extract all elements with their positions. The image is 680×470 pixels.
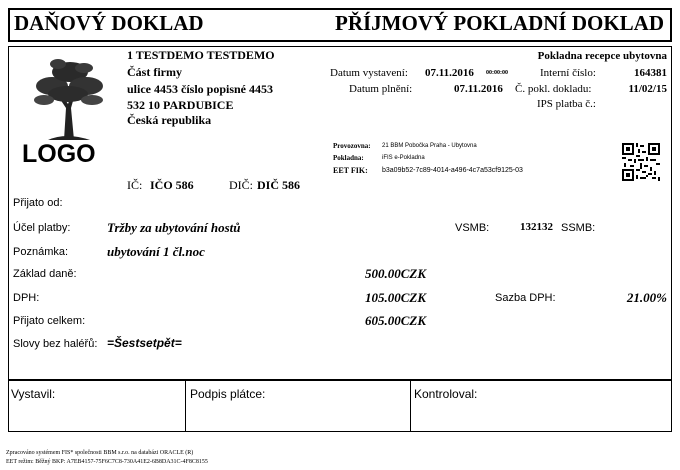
ips-payment-label: IPS platba č.: <box>537 98 596 110</box>
ico-value: IČO 586 <box>150 178 194 192</box>
note-label: Poznámka: <box>13 246 69 258</box>
note-value: ubytování 1 čl.noc <box>107 244 205 259</box>
logo-label: LOGO <box>22 140 96 168</box>
internal-number-label: Interní číslo: <box>540 67 596 79</box>
vsmb-label: VSMB: <box>455 222 490 234</box>
issued-date-label: Datum vystavení: <box>330 67 408 79</box>
tree-icon <box>28 56 108 142</box>
company-branch: Část firmy <box>127 65 182 79</box>
qr-code-icon <box>622 143 660 181</box>
tax-base-value: 500.00CZK <box>365 266 427 281</box>
premises-value: 21 BBM Pobočka Praha - Ubytovna <box>382 143 477 149</box>
vsmb-value: 132132 <box>520 221 553 233</box>
signature-divider <box>410 380 411 432</box>
fik-label: EET FIK: <box>333 166 368 175</box>
total-received-value: 605.00CZK <box>365 313 427 328</box>
amount-in-words-label: Slovy bez haléřů: <box>13 338 98 350</box>
payer-signature-label: Podpis plátce: <box>190 387 266 401</box>
premises-label: Provozovna: <box>333 142 371 150</box>
vat-value: 105.00CZK <box>365 290 427 305</box>
internal-number-value: 164381 <box>634 67 667 79</box>
issued-date-value: 07.11.2016 <box>425 67 474 79</box>
tax-base-label: Základ daně: <box>13 268 77 280</box>
document-header <box>8 8 672 42</box>
eet-register-label: Pokladna: <box>333 154 364 162</box>
tax-document-title: DAŇOVÝ DOKLAD <box>14 11 204 35</box>
vat-rate-label: Sazba DPH: <box>495 292 556 304</box>
company-name: 1 TESTDEMO TESTDEMO <box>127 48 275 62</box>
received-from-label: Přijato od: <box>13 197 63 209</box>
vat-rate-value: 21.00% <box>626 290 667 305</box>
total-received-label: Přijato celkem: <box>13 315 86 327</box>
vat-label: DPH: <box>13 292 40 304</box>
company-city: 532 10 PARDUBICE <box>127 98 234 112</box>
purpose-value: Tržby za ubytování hostů <box>107 220 241 235</box>
fulfilment-date-label: Datum plnění: <box>349 83 413 95</box>
footer-system-note: Zpracováno systémem FIS* společnosti BBM s.r.o. na databázi ORACLE (R) <box>6 450 194 456</box>
fik-value: b3a09b52-7c89-4014-a496-4c7a53cf9125-03 <box>382 167 523 174</box>
cash-doc-value: 11/02/15 <box>628 83 667 95</box>
footer-eet-note: EET režim: Běžný BKP: A7EB4157-75F6C7C8-730A41E2-6B8DA31C-4F8C8155 <box>6 459 208 465</box>
eet-register-value: iFIS e-Pokladna <box>382 155 425 161</box>
purpose-label: Účel platby: <box>13 222 71 234</box>
company-street: ulice 4453 číslo popisné 4453 <box>127 82 274 96</box>
register-name: Pokladna recepce ubytovna <box>537 50 667 62</box>
cash-doc-label: Č. pokl. dokladu: <box>515 83 592 95</box>
signature-divider <box>185 380 186 432</box>
dic-value: DIČ 586 <box>257 178 301 192</box>
company-country: Česká republika <box>127 113 212 127</box>
dic-label: DIČ: <box>229 178 253 192</box>
signature-section <box>8 380 672 432</box>
receipt-title: PŘÍJMOVÝ POKLADNÍ DOKLAD <box>335 11 664 35</box>
amount-in-words-value: =Šestsetpět= <box>107 336 182 350</box>
issued-by-label: Vystavil: <box>11 387 56 401</box>
ico-label: IČ: <box>127 178 143 192</box>
checked-by-label: Kontroloval: <box>414 387 478 401</box>
ssmb-label: SSMB: <box>561 222 596 234</box>
fulfilment-date-value: 07.11.2016 <box>454 83 503 95</box>
issued-time-value: 00:00:00 <box>486 70 508 76</box>
